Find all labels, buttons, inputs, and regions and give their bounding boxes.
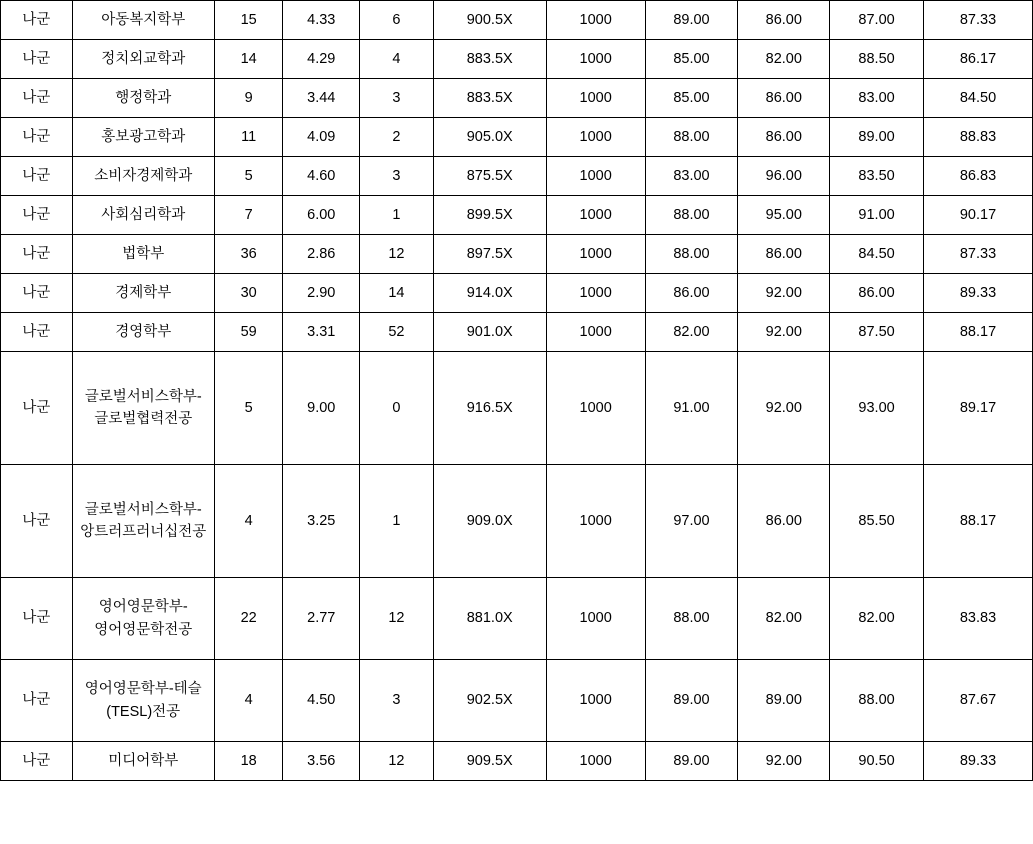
table-row (1, 1, 1033, 40)
cell-score-1: 88.00 (645, 235, 738, 274)
cell-cut-score: 905.0X (433, 118, 546, 157)
cell-base-score: 1000 (546, 157, 645, 196)
cell-base-score: 1000 (546, 313, 645, 352)
cell-score-2: 82.00 (738, 578, 830, 660)
cell-competition-ratio: 2.77 (283, 578, 360, 660)
cell-score-1: 89.00 (645, 742, 738, 781)
cell-base-score: 1000 (546, 1, 645, 40)
cell-score-2: 86.00 (738, 79, 830, 118)
cell-quota: 4 (214, 465, 283, 578)
cell-average: 88.17 (923, 465, 1032, 578)
cell-quota: 14 (214, 40, 283, 79)
table-row (1, 40, 1033, 79)
table-row (1, 578, 1033, 660)
cell-competition-ratio: 4.09 (283, 118, 360, 157)
cell-competition-ratio: 3.44 (283, 79, 360, 118)
cell-additional-pass: 12 (360, 235, 434, 274)
cell-department: 경영학부 (72, 313, 214, 352)
cell-average: 87.33 (923, 1, 1032, 40)
cell-group: 나군 (1, 578, 73, 660)
cell-score-1: 85.00 (645, 40, 738, 79)
cell-group: 나군 (1, 235, 73, 274)
cell-additional-pass: 12 (360, 578, 434, 660)
cell-group: 나군 (1, 157, 73, 196)
cell-average: 89.17 (923, 352, 1032, 465)
cell-base-score: 1000 (546, 578, 645, 660)
cell-group: 나군 (1, 742, 73, 781)
table-row (1, 313, 1033, 352)
cell-base-score: 1000 (546, 742, 645, 781)
cell-quota: 36 (214, 235, 283, 274)
cell-group: 나군 (1, 274, 73, 313)
cell-score-1: 88.00 (645, 196, 738, 235)
cell-average: 89.33 (923, 274, 1032, 313)
cell-score-3: 90.50 (830, 742, 924, 781)
cell-base-score: 1000 (546, 40, 645, 79)
cell-department: 정치외교학과 (72, 40, 214, 79)
cell-department: 홍보광고학과 (72, 118, 214, 157)
cell-score-2: 92.00 (738, 352, 830, 465)
cell-score-3: 86.00 (830, 274, 924, 313)
cell-score-2: 82.00 (738, 40, 830, 79)
cell-department: 미디어학부 (72, 742, 214, 781)
table-row (1, 352, 1033, 465)
cell-department: 영어영문학부-테슬(TESL)전공 (72, 660, 214, 742)
cell-quota: 4 (214, 660, 283, 742)
cell-competition-ratio: 2.86 (283, 235, 360, 274)
cell-group: 나군 (1, 79, 73, 118)
cell-cut-score: 875.5X (433, 157, 546, 196)
cell-score-2: 95.00 (738, 196, 830, 235)
cell-base-score: 1000 (546, 660, 645, 742)
cell-competition-ratio: 4.60 (283, 157, 360, 196)
table-row (1, 465, 1033, 578)
cell-average: 84.50 (923, 79, 1032, 118)
cell-score-3: 88.50 (830, 40, 924, 79)
cell-additional-pass: 0 (360, 352, 434, 465)
cell-group: 나군 (1, 660, 73, 742)
cell-score-3: 93.00 (830, 352, 924, 465)
cell-average: 90.17 (923, 196, 1032, 235)
cell-score-2: 86.00 (738, 1, 830, 40)
cell-department: 법학부 (72, 235, 214, 274)
cell-cut-score: 899.5X (433, 196, 546, 235)
cell-score-1: 89.00 (645, 660, 738, 742)
cell-competition-ratio: 2.90 (283, 274, 360, 313)
cell-quota: 11 (214, 118, 283, 157)
cell-base-score: 1000 (546, 235, 645, 274)
cell-score-2: 92.00 (738, 313, 830, 352)
cell-cut-score: 900.5X (433, 1, 546, 40)
cell-cut-score: 883.5X (433, 79, 546, 118)
cell-average: 88.83 (923, 118, 1032, 157)
table-row (1, 274, 1033, 313)
cell-department: 영어영문학부-영어영문학전공 (72, 578, 214, 660)
cell-department: 경제학부 (72, 274, 214, 313)
cell-cut-score: 916.5X (433, 352, 546, 465)
cell-quota: 5 (214, 352, 283, 465)
cell-score-3: 88.00 (830, 660, 924, 742)
table-row (1, 742, 1033, 781)
cell-additional-pass: 1 (360, 196, 434, 235)
cell-average: 83.83 (923, 578, 1032, 660)
cell-score-1: 89.00 (645, 1, 738, 40)
cell-cut-score: 883.5X (433, 40, 546, 79)
cell-additional-pass: 1 (360, 465, 434, 578)
cell-cut-score: 914.0X (433, 274, 546, 313)
table-row (1, 196, 1033, 235)
cell-quota: 59 (214, 313, 283, 352)
cell-cut-score: 881.0X (433, 578, 546, 660)
cell-group: 나군 (1, 352, 73, 465)
cell-group: 나군 (1, 40, 73, 79)
cell-average: 87.33 (923, 235, 1032, 274)
cell-department: 글로벌서비스학부-앙트러프러너십전공 (72, 465, 214, 578)
cell-base-score: 1000 (546, 274, 645, 313)
cell-cut-score: 897.5X (433, 235, 546, 274)
cell-additional-pass: 3 (360, 157, 434, 196)
table-row (1, 79, 1033, 118)
cell-score-3: 83.50 (830, 157, 924, 196)
cell-quota: 30 (214, 274, 283, 313)
table-row (1, 118, 1033, 157)
cell-group: 나군 (1, 465, 73, 578)
cell-score-1: 88.00 (645, 578, 738, 660)
cell-score-2: 92.00 (738, 274, 830, 313)
cell-department: 아동복지학부 (72, 1, 214, 40)
cell-score-3: 91.00 (830, 196, 924, 235)
cell-additional-pass: 3 (360, 660, 434, 742)
cell-average: 86.83 (923, 157, 1032, 196)
cell-score-1: 86.00 (645, 274, 738, 313)
cell-group: 나군 (1, 313, 73, 352)
cell-score-2: 86.00 (738, 118, 830, 157)
cell-average: 86.17 (923, 40, 1032, 79)
cell-additional-pass: 4 (360, 40, 434, 79)
cell-competition-ratio: 6.00 (283, 196, 360, 235)
cell-score-1: 83.00 (645, 157, 738, 196)
cell-score-3: 85.50 (830, 465, 924, 578)
cell-score-1: 88.00 (645, 118, 738, 157)
cell-quota: 5 (214, 157, 283, 196)
cell-competition-ratio: 4.29 (283, 40, 360, 79)
cell-quota: 22 (214, 578, 283, 660)
cell-group: 나군 (1, 1, 73, 40)
cell-cut-score: 909.5X (433, 742, 546, 781)
cell-department: 소비자경제학과 (72, 157, 214, 196)
cell-quota: 15 (214, 1, 283, 40)
table-body (1, 1, 1033, 781)
cell-additional-pass: 3 (360, 79, 434, 118)
cell-score-3: 84.50 (830, 235, 924, 274)
cell-score-2: 96.00 (738, 157, 830, 196)
cell-score-1: 91.00 (645, 352, 738, 465)
cell-additional-pass: 14 (360, 274, 434, 313)
cell-cut-score: 902.5X (433, 660, 546, 742)
cell-score-1: 82.00 (645, 313, 738, 352)
cell-competition-ratio: 3.25 (283, 465, 360, 578)
cell-score-3: 87.00 (830, 1, 924, 40)
cell-average: 87.67 (923, 660, 1032, 742)
cell-competition-ratio: 3.56 (283, 742, 360, 781)
cell-base-score: 1000 (546, 118, 645, 157)
cell-average: 88.17 (923, 313, 1032, 352)
cell-group: 나군 (1, 118, 73, 157)
cell-quota: 7 (214, 196, 283, 235)
cell-cut-score: 909.0X (433, 465, 546, 578)
cell-competition-ratio: 9.00 (283, 352, 360, 465)
table-row (1, 235, 1033, 274)
cell-score-3: 82.00 (830, 578, 924, 660)
cell-competition-ratio: 4.50 (283, 660, 360, 742)
cell-additional-pass: 52 (360, 313, 434, 352)
cell-score-1: 97.00 (645, 465, 738, 578)
cell-department: 사회심리학과 (72, 196, 214, 235)
cell-score-2: 89.00 (738, 660, 830, 742)
cell-base-score: 1000 (546, 196, 645, 235)
cell-additional-pass: 6 (360, 1, 434, 40)
cell-score-3: 83.00 (830, 79, 924, 118)
cell-score-3: 89.00 (830, 118, 924, 157)
cell-base-score: 1000 (546, 352, 645, 465)
cell-score-2: 86.00 (738, 465, 830, 578)
cell-competition-ratio: 3.31 (283, 313, 360, 352)
cell-average: 89.33 (923, 742, 1032, 781)
cell-base-score: 1000 (546, 79, 645, 118)
cell-quota: 9 (214, 79, 283, 118)
cell-score-1: 85.00 (645, 79, 738, 118)
cell-score-3: 87.50 (830, 313, 924, 352)
table-row (1, 157, 1033, 196)
cell-group: 나군 (1, 196, 73, 235)
cell-score-2: 92.00 (738, 742, 830, 781)
cell-base-score: 1000 (546, 465, 645, 578)
cell-department: 글로벌서비스학부-글로벌협력전공 (72, 352, 214, 465)
cell-quota: 18 (214, 742, 283, 781)
table-row (1, 660, 1033, 742)
cell-cut-score: 901.0X (433, 313, 546, 352)
cell-score-2: 86.00 (738, 235, 830, 274)
cell-additional-pass: 2 (360, 118, 434, 157)
cell-competition-ratio: 4.33 (283, 1, 360, 40)
cell-department: 행정학과 (72, 79, 214, 118)
cell-additional-pass: 12 (360, 742, 434, 781)
